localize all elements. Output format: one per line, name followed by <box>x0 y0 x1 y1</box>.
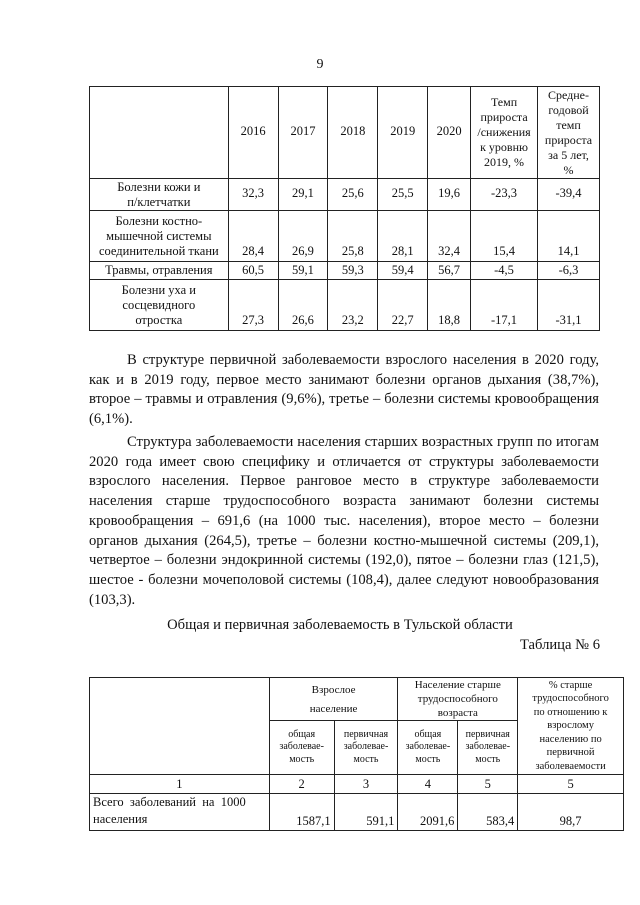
paragraph-senior-structure <box>89 433 599 610</box>
cell: 26,6 <box>278 280 328 331</box>
column-number: 5 <box>458 775 518 794</box>
row-label-line: п/клетчатки <box>127 194 191 209</box>
cell: 26,9 <box>278 211 328 262</box>
primary-morbidity-header <box>334 721 398 775</box>
cell: 29,1 <box>278 179 328 211</box>
paragraph-text: В структуре первичной заболеваемости взрослого населения в 2020 году, как и в 2019 году, первое место занимают болезни органов дыхания (38,7%), второе – травмы и отравления (9,6%), третье – болезни системы кровообращения (6,1%). <box>89 352 599 428</box>
table-caption: Общая и первичная заболеваемость в Тульской области <box>167 617 513 633</box>
year-header: 2016 <box>228 87 278 179</box>
adult-population-header <box>269 678 398 721</box>
percent-ratio-header <box>518 678 624 775</box>
cell: 59,4 <box>378 262 428 280</box>
senior-population-header <box>398 678 518 721</box>
cell: 14,1 <box>538 211 600 262</box>
page-number: 9 <box>316 57 324 72</box>
row-label <box>90 262 229 280</box>
table-row <box>90 211 600 262</box>
avg-header-line: за 5 лет, <box>548 147 589 162</box>
column-number: 3 <box>334 775 398 794</box>
header-line: взрослому <box>547 720 594 732</box>
header-line: мость <box>415 753 441 765</box>
cell: 98,7 <box>518 794 624 831</box>
row-label-line: Болезни уха и <box>121 282 196 297</box>
column-number-row <box>90 775 624 794</box>
cell: -4,5 <box>471 262 538 280</box>
cell: 32,4 <box>428 211 471 262</box>
table-number: Таблица № 6 <box>520 637 600 653</box>
header-line: возраста <box>437 707 478 719</box>
row-label <box>90 211 229 262</box>
growth-header-line: прироста <box>480 110 528 124</box>
avg-header-line: темп <box>556 117 581 132</box>
header-line: трудоспособного <box>417 693 498 705</box>
year-header: 2017 <box>278 87 328 179</box>
row-label-line: отростка <box>135 312 183 327</box>
cell: 27,3 <box>228 280 278 331</box>
header-line: мость <box>353 753 379 765</box>
header-line: по отношению к <box>533 706 608 718</box>
header-line: первичная <box>343 728 389 740</box>
paragraph-text: Структура заболеваемости населения старших возрастных групп по итогам 2020 года имеет свою специфику и отличается от структуры заболеваемости взрослого населения. Первое ранговое место в структуре заболеваемости населения старше трудоспособного возраста занимают болезни системы кровообращения – 691,6 (на 1000 тыс. населения), второе место – болезни органов дыхания (264,5), третье – болезни костно-мышечной системы (209,1), четвертое – болезни эндокринной системы (192,0), пятое – болезни глаз (121,5), шестое - болезни мочеполовой системы (108,4), далее следуют новообразования (103,3). <box>89 434 599 608</box>
cell: 25,6 <box>328 179 378 211</box>
header-line: заболевае- <box>343 741 389 753</box>
header-line: заболеваемости <box>535 760 606 772</box>
avg-header-line: прироста <box>544 132 593 147</box>
cell: 56,7 <box>428 262 471 280</box>
growth-header-line: /снижения <box>477 125 531 139</box>
header-line: заболевае- <box>279 741 324 753</box>
row-label <box>90 280 229 331</box>
cell: 2091,6 <box>398 794 458 831</box>
column-number: 4 <box>398 775 458 794</box>
avg-header-line: Средне- <box>547 87 590 102</box>
avg-header-line: % <box>563 162 574 177</box>
header-line: мость <box>475 753 501 765</box>
header-line: общая <box>414 728 442 740</box>
growth-header-line: к уровню <box>480 140 528 154</box>
cell: 59,1 <box>278 262 328 280</box>
cell: -23,3 <box>471 179 538 211</box>
paragraph-primary-structure <box>89 351 599 430</box>
cell: 23,2 <box>328 280 378 331</box>
cell: 59,3 <box>328 262 378 280</box>
primary-morbidity-header <box>458 721 518 775</box>
header-line: трудоспособного <box>532 693 609 705</box>
growth-header-line: Темп <box>490 95 518 109</box>
avg-header-line: годовой <box>548 102 589 117</box>
year-header: 2019 <box>378 87 428 179</box>
cell: 18,8 <box>428 280 471 331</box>
morbidity-trend-table <box>89 86 600 331</box>
cell: 32,3 <box>228 179 278 211</box>
header-line: мость <box>289 753 315 765</box>
general-morbidity-header <box>398 721 458 775</box>
column-number: 5 <box>518 775 624 794</box>
row-label-line: соединительной ткани <box>98 243 219 258</box>
cell: 591,1 <box>334 794 398 831</box>
header-line: населению по <box>539 733 602 745</box>
cell: -17,1 <box>471 280 538 331</box>
cell: 28,4 <box>228 211 278 262</box>
column-number: 2 <box>269 775 334 794</box>
header-line: % старше <box>548 679 593 691</box>
table-row <box>90 262 600 280</box>
row-label-line: Болезни кожи и <box>117 179 201 194</box>
growth-rate-header <box>471 87 538 179</box>
general-morbidity-header <box>269 721 334 775</box>
cell: 19,6 <box>428 179 471 211</box>
morbidity-table-6 <box>89 677 624 831</box>
header-line: Взрослое <box>311 683 356 696</box>
cell: 60,5 <box>228 262 278 280</box>
cell: 583,4 <box>458 794 518 831</box>
row-label-line: Травмы, отравления <box>105 263 213 277</box>
header-line: первичная <box>465 728 510 740</box>
year-header: 2018 <box>328 87 378 179</box>
year-header: 2020 <box>428 87 471 179</box>
row-label <box>90 794 270 831</box>
table-row <box>90 280 600 331</box>
table1-header-row <box>90 87 600 179</box>
growth-header-line: 2019, % <box>484 155 525 169</box>
row-label-line: мышечной системы <box>106 228 212 243</box>
cell: 22,7 <box>378 280 428 331</box>
header-line: заболевае- <box>405 741 451 753</box>
cell: 25,5 <box>378 179 428 211</box>
cell: -31,1 <box>538 280 600 331</box>
cell: -6,3 <box>538 262 600 280</box>
table1-corner-cell <box>90 87 229 179</box>
cell: 1587,1 <box>269 794 334 831</box>
header-line: население <box>309 702 358 715</box>
cell: 28,1 <box>378 211 428 262</box>
header-line: первичной <box>546 747 595 759</box>
cell: 25,8 <box>328 211 378 262</box>
row-label-line: населения <box>93 812 148 826</box>
table2-corner-cell <box>90 678 270 775</box>
table-row <box>90 179 600 211</box>
cell: 15,4 <box>471 211 538 262</box>
avg-growth-header <box>538 87 600 179</box>
table2-group-header-row <box>90 678 624 721</box>
header-line: Население старше <box>414 679 501 691</box>
row-label <box>90 179 229 211</box>
row-label-line: Всего заболеваний на 1000 <box>93 795 246 809</box>
row-label-line: Болезни костно- <box>115 213 203 228</box>
row-label-line: сосцевидного <box>122 297 196 312</box>
header-line: общая <box>288 728 316 740</box>
cell: -39,4 <box>538 179 600 211</box>
table-row <box>90 794 624 831</box>
header-line: заболевае- <box>465 741 511 753</box>
column-number: 1 <box>90 775 270 794</box>
